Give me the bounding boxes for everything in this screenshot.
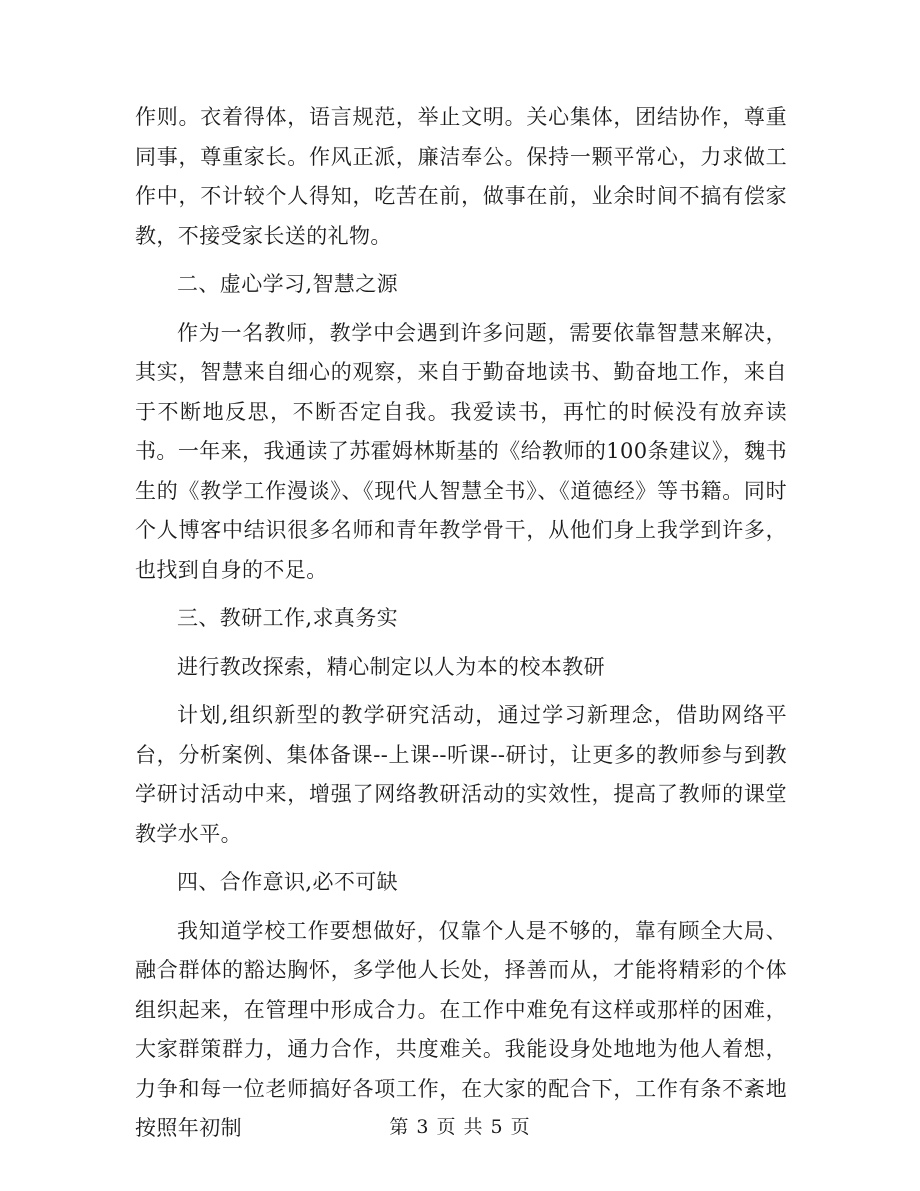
document-body [135, 98, 787, 1149]
paragraph-3: 进行教改探索，精心制定以人为本的校本教研 [177, 654, 605, 679]
section-heading-4: 四、合作意识,必不可缺 [177, 870, 399, 894]
section-heading-2: 二、虚心学习,智慧之源 [177, 272, 399, 296]
page-number-footer: 第 3 页 共 5 页 [389, 1116, 531, 1138]
section-heading-3: 三、教研工作,求真务实 [177, 606, 399, 630]
paragraph-5: 我知道学校工作要想做好，仅靠个人是不够的，靠有顾全大局、融合群体的豁达胸怀，多学他人长处，择善而从，才能将精彩的个体组织起来，在管理中形成合力。在工作中难免有这样或那样的困难，大家群策群力，通力合作，共度难关。我能设身处地地为他人着想，力争和每一位老师搞好各项工作，在大家的配合下，工作有条不紊地按照年初制 [135, 918, 787, 1140]
paragraph-2: 作为一名教师，教学中会遇到许多问题，需要依靠智慧来解决，其实，智慧来自细心的观察，来自于勤奋地读书、勤奋地工作，来自于不断地反思，不断否定自我。我爱读书，再忙的时候没有放弃读书。一年来，我通读了苏霍姆林斯基的《给教师的100条建议》，魏书生的《教学工作漫谈》、《现代人智慧全书》、《道德经》等书籍。同时个人博客中结识很多名师和青年教学骨干，从他们身上我学到许多，也找到自身的不足。 [135, 320, 787, 582]
paragraph-1: 作则。衣着得体，语言规范，举止文明。关心集体，团结协作，尊重同事，尊重家长。作风正派，廉洁奉公。保持一颗平常心，力求做工作中，不计较个人得知，吃苦在前，做事在前，业余时间不搞有偿家教，不接受家长送的礼物。 [135, 105, 787, 248]
paragraph-4: 计划,组织新型的教学研究活动，通过学习新理念，借助网络平台，分析案例、集体备课--上课--听课--研讨，让更多的教师参与到教学研讨活动中来，增强了网络教研活动的实效性，提高了教师的课堂教学水平。 [135, 703, 787, 846]
